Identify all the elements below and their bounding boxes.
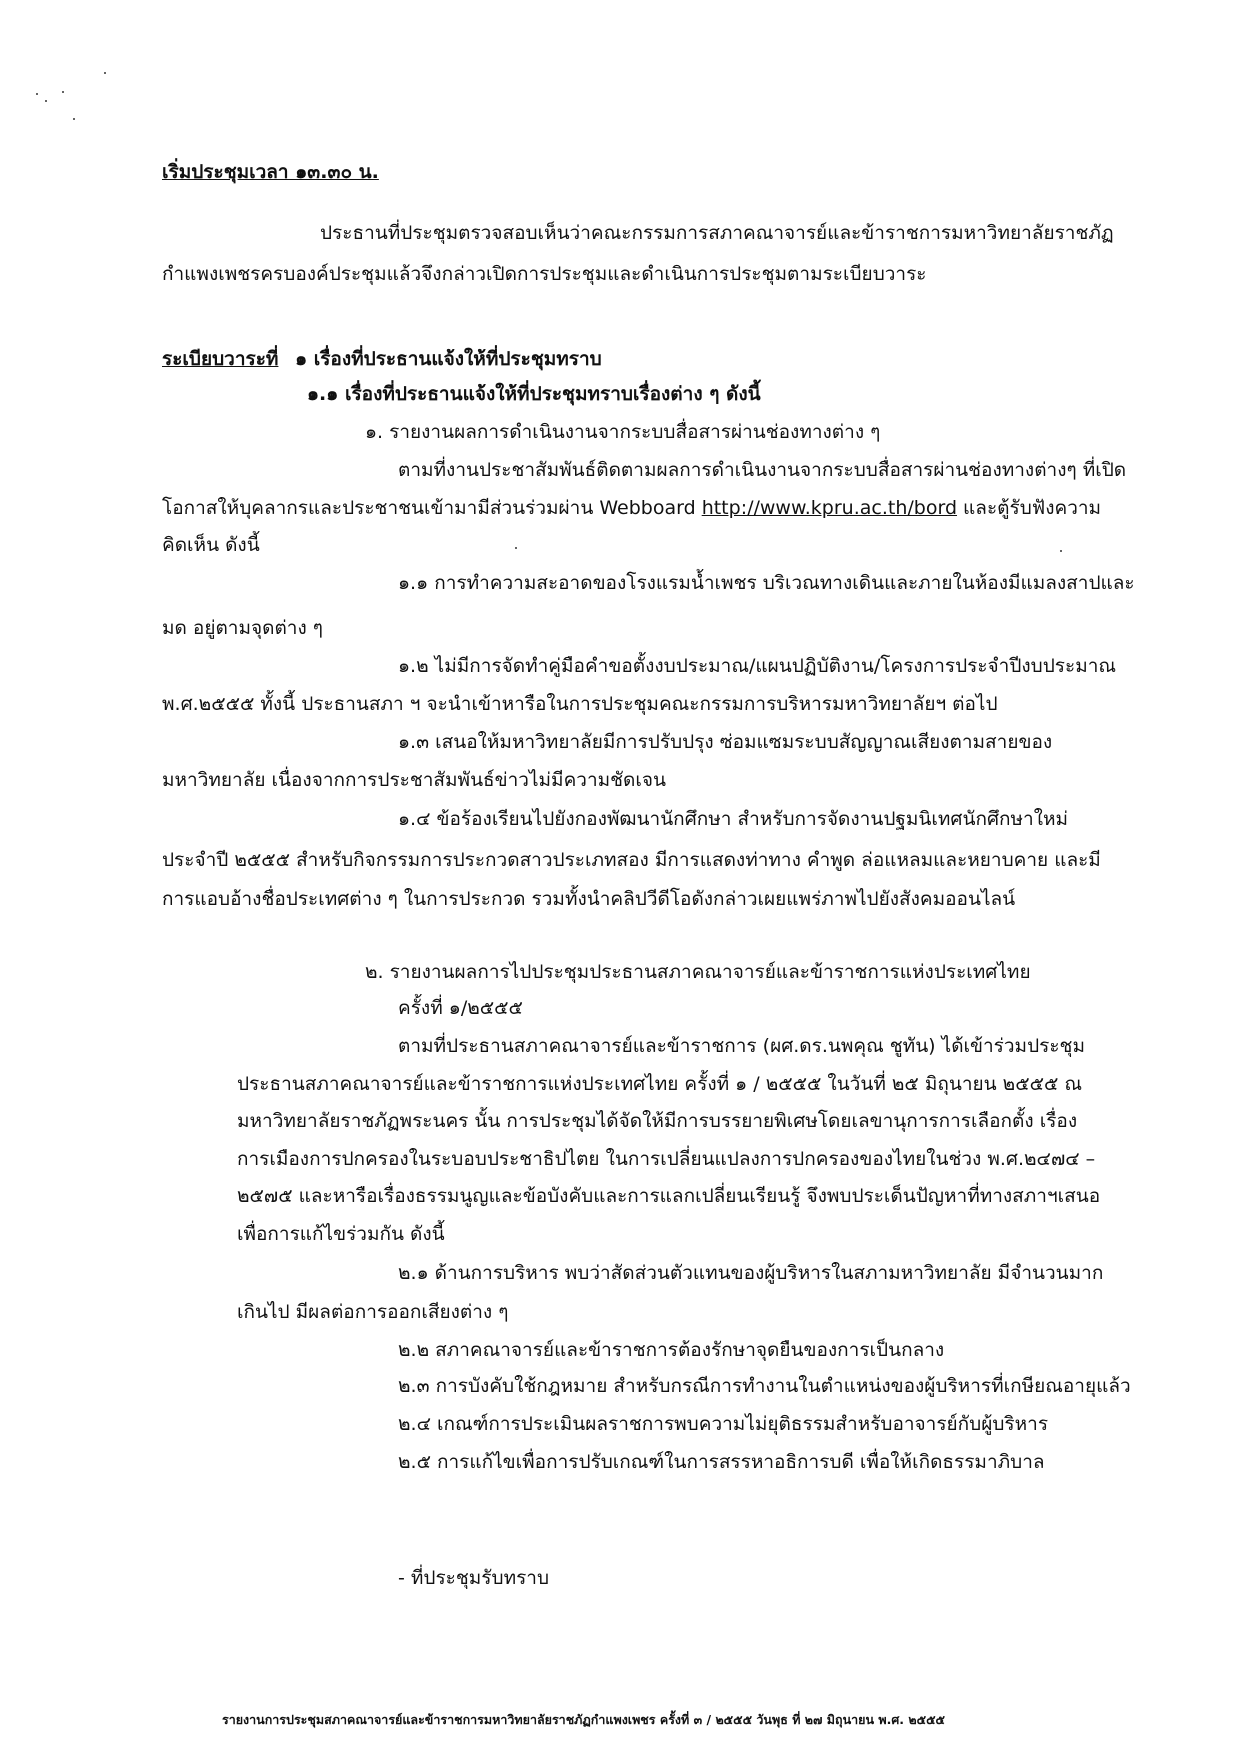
point-line: มหาวิทยาลัย เนื่องจากการประชาสัมพันธ์ข่าวไม่มีความชัดเจน bbox=[162, 769, 667, 791]
webboard-link[interactable]: http://www.kpru.ac.th/bord bbox=[701, 497, 958, 519]
item-1-title: ๑. รายงานผลการดำเนินงานจากระบบสื่อสารผ่านช่องทางต่าง ๆ bbox=[365, 421, 881, 443]
body-line: ประธานสภาคณาจารย์และข้าราชการแห่งประเทศไทย ครั้งที่ ๑ / ๒๕๕๕ ในวันที่ ๒๕ มิถุนายน ๒๕๕๕ ณ bbox=[237, 1073, 1083, 1095]
point-line: ๑.๒ ไม่มีการจัดทำคู่มือคำขอตั้งงบประมาณ/แผนปฏิบัติงาน/โครงการประจำปีงบประมาณ bbox=[398, 655, 1117, 677]
agenda-title: ๑ เรื่องที่ประธานแจ้งให้ที่ประชุมทราบ bbox=[295, 348, 602, 370]
resolution: - ที่ประชุมรับทราบ bbox=[398, 1567, 550, 1589]
meeting-start-time: เริ่มประชุมเวลา ๑๓.๓๐ น. bbox=[162, 161, 379, 183]
point-line: ๒.๕ การแก้ไขเพื่อการปรับเกณฑ์ในการสรรหาอธิการบดี เพื่อให้เกิดธรรมาภิบาล bbox=[398, 1451, 1045, 1473]
scan-speck bbox=[73, 118, 75, 120]
intro-line bbox=[162, 494, 1101, 522]
point-line: ประจำปี ๒๕๕๕ สำหรับกิจกรรมการประกวดสาวประเภทสอง มีการแสดงท่าทาง คำพูด ล่อแหลมและหยาบคาย และมี bbox=[162, 849, 1101, 871]
scan-speck bbox=[1060, 550, 1062, 552]
intro-text: และตู้รับฟังความ bbox=[957, 497, 1102, 519]
body-line: ตามที่ประธานสภาคณาจารย์และข้าราชการ (ผศ.ดร.นพคุณ ชูทัน) ได้เข้าร่วมประชุม bbox=[398, 1035, 1085, 1057]
scan-speck bbox=[515, 547, 517, 549]
scan-speck bbox=[104, 72, 106, 74]
intro-line: คิดเห็น ดังนี้ bbox=[162, 534, 260, 556]
opening-line: ประธานที่ประชุมตรวจสอบเห็นว่าคณะกรรมการสภาคณาจารย์และข้าราชการมหาวิทยาลัยราชภัฏ bbox=[320, 222, 1114, 244]
body-line: เพื่อการแก้ไขร่วมกัน ดังนี้ bbox=[237, 1223, 445, 1245]
point-line: มด อยู่ตามจุดต่าง ๆ bbox=[162, 617, 323, 639]
subsection-1-1: ๑.๑ เรื่องที่ประธานแจ้งให้ที่ประชุมทราบเรื่องต่าง ๆ ดังนี้ bbox=[307, 383, 761, 405]
item-2-title: ครั้งที่ ๑/๒๕๕๕ bbox=[398, 997, 523, 1019]
point-line: ๒.๔ เกณฑ์การประเมินผลราชการพบความไม่ยุติธรรมสำหรับอาจารย์กับผู้บริหาร bbox=[398, 1413, 1049, 1435]
intro-line: ตามที่งานประชาสัมพันธ์ติดตามผลการดำเนินงานจากระบบสื่อสารผ่านช่องทางต่างๆ ที่เปิด bbox=[398, 459, 1127, 481]
point-line: พ.ศ.๒๕๕๕ ทั้งนี้ ประธานสภา ฯ จะนำเข้าหารือในการประชุมคณะกรรมการบริหารมหาวิทยาลัยฯ ต่อไป bbox=[162, 693, 998, 715]
agenda-label: ระเบียบวาระที่ bbox=[162, 348, 279, 370]
opening-line: กำแพงเพชรครบองค์ประชุมแล้วจึงกล่าวเปิดการประชุมและดำเนินการประชุมตามระเบียบวาระ bbox=[162, 263, 927, 285]
point-line: ๒.๒ สภาคณาจารย์และข้าราชการต้องรักษาจุดยืนของการเป็นกลาง bbox=[398, 1339, 945, 1361]
scan-speck bbox=[62, 91, 64, 93]
point-line: ๑.๑ การทำความสะอาดของโรงแรมน้ำเพชร บริเวณทางเดินและภายในห้องมีแมลงสาปและ bbox=[398, 572, 1135, 594]
page-footer: รายงานการประชุมสภาคณาจารย์และข้าราชการมหาวิทยาลัยราชภัฏกำแพงเพชร ครั้งที่ ๓ / ๒๕๕๕ วันพุธ ที่ ๒๗ มิถุนายน พ.ศ. ๒๕๕๕ bbox=[222, 1712, 946, 1727]
body-line: ๒๕๗๕ และหารือเรื่องธรรมนูญและข้อบังคับและการแลกเปลี่ยนเรียนรู้ จึงพบประเด็นปัญหาที่ทางสภาฯเสนอ bbox=[237, 1185, 1101, 1207]
scan-speck bbox=[36, 93, 38, 95]
agenda-1-heading bbox=[162, 345, 602, 373]
point-line: ๑.๔ ข้อร้องเรียนไปยังกองพัฒนานักศึกษา สำหรับการจัดงานปฐมนิเทศนักศึกษาใหม่ bbox=[398, 808, 1069, 830]
point-line: ๒.๓ การบังคับใช้กฎหมาย สำหรับกรณีการทำงานในตำแหน่งของผู้บริหารที่เกษียณอายุแล้ว bbox=[398, 1375, 1131, 1397]
body-line: การเมืองการปกครองในระบอบประชาธิปไตย ในการเปลี่ยนแปลงการปกครองของไทยในช่วง พ.ศ.๒๔๗๔ – bbox=[237, 1148, 1096, 1170]
point-line: ๑.๓ เสนอให้มหาวิทยาลัยมีการปรับปรุง ซ่อมแซมระบบสัญญาณเสียงตามสายของ bbox=[398, 731, 1053, 753]
intro-text: โอกาสให้บุคลากรและประชาชนเข้ามามีส่วนร่วมผ่าน Webboard bbox=[162, 497, 702, 519]
point-line: การแอบอ้างชื่อประเทศต่าง ๆ ในการประกวด รวมทั้งนำคลิปวีดีโอดังกล่าวเผยแพร่ภาพไปยังสังคมออนไลน์ bbox=[162, 888, 1016, 910]
point-line: ๒.๑ ด้านการบริหาร พบว่าสัดส่วนตัวแทนของผู้บริหารในสภามหาวิทยาลัย มีจำนวนมาก bbox=[398, 1262, 1104, 1284]
scan-speck bbox=[45, 100, 47, 102]
point-line: เกินไป มีผลต่อการออกเสียงต่าง ๆ bbox=[237, 1301, 509, 1323]
body-line: มหาวิทยาลัยราชภัฏพระนคร นั้น การประชุมได้จัดให้มีการบรรยายพิเศษโดยเลขานุการการเลือกตั้ง เรื่อง bbox=[237, 1110, 1078, 1132]
item-2-title: ๒. รายงานผลการไปประชุมประธานสภาคณาจารย์และข้าราชการแห่งประเทศไทย bbox=[365, 961, 1031, 983]
